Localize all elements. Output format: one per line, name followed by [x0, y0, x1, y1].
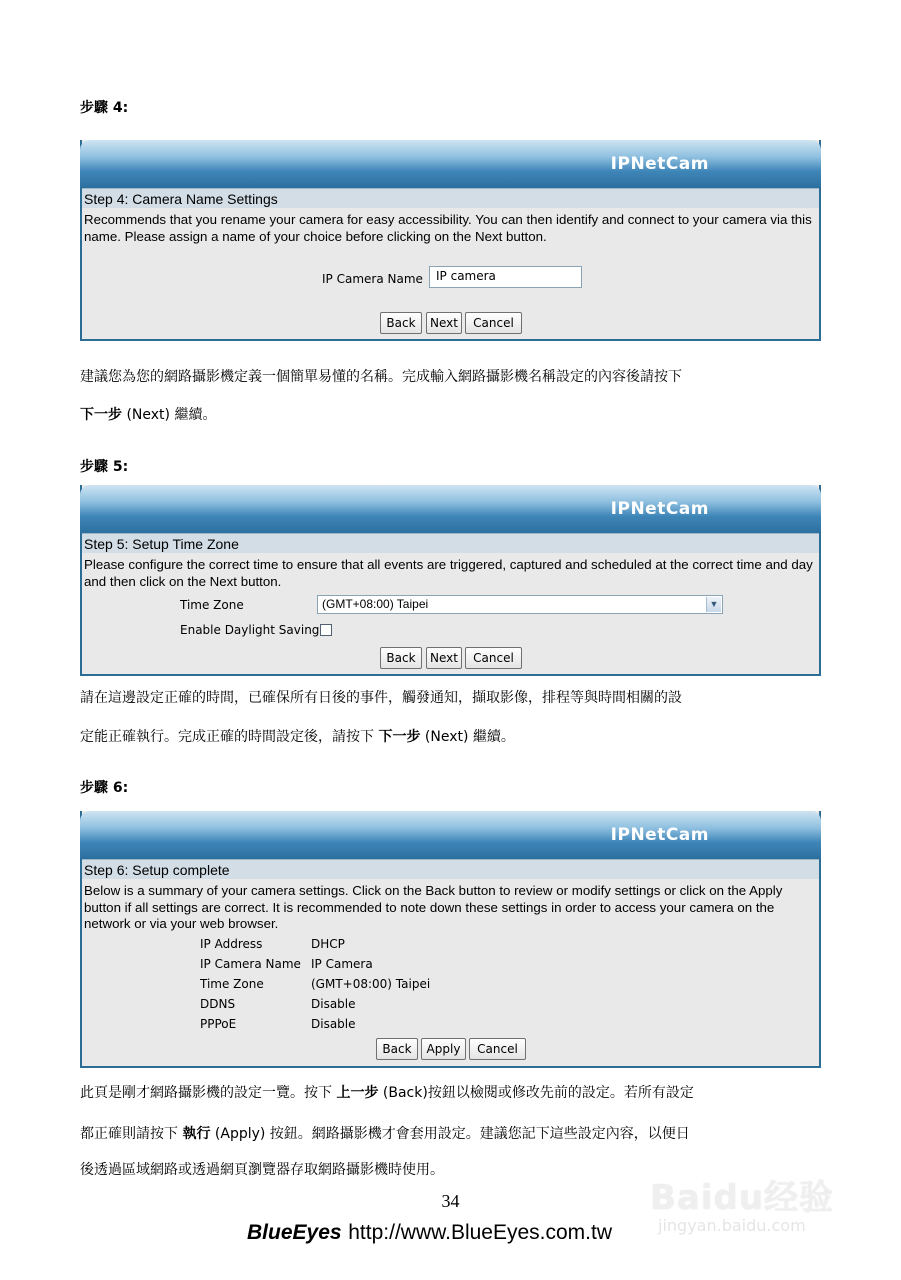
- next-emphasis: 下一步: [378, 729, 421, 745]
- step6-title: Step 6: Setup complete: [82, 859, 819, 879]
- summary-label: IP Address: [200, 937, 263, 951]
- time-zone-value: (GMT+08:00) Taipei: [322, 597, 429, 611]
- time-zone-label: Time Zone: [180, 598, 244, 612]
- step6-heading: 步驟 6:: [80, 780, 129, 796]
- summary-label: IP Camera Name: [200, 957, 301, 971]
- back-emphasis: 上一步: [336, 1085, 379, 1101]
- summary-value: (GMT+08:00) Taipei: [311, 977, 431, 991]
- next-button[interactable]: Next: [426, 312, 462, 334]
- cancel-button[interactable]: Cancel: [469, 1038, 526, 1060]
- step6-description: Below is a summary of your camera settings. Click on the Back button to review or modify settings or click on the Apply button if all settings are correct. It is recommended to note down these settings in order to access your camera on the network or via your web browser.: [84, 883, 783, 931]
- summary-label: DDNS: [200, 997, 236, 1011]
- ip-camera-name-input[interactable]: IP camera: [429, 266, 582, 288]
- step4-title: Step 4: Camera Name Settings: [82, 188, 819, 208]
- step6-panel: [80, 811, 821, 1068]
- step6-paragraph-line1: [80, 1084, 694, 1102]
- cancel-button[interactable]: Cancel: [465, 312, 522, 334]
- page-number: 34: [441, 1191, 460, 1211]
- apply-button[interactable]: Apply: [421, 1038, 466, 1060]
- step6-paragraph-line3: 後透過區域網路或透過網頁瀏覽器存取網路攝影機時使用。: [80, 1162, 444, 1178]
- step5-title: Step 5: Setup Time Zone: [82, 533, 819, 553]
- brand-title: IPNetCam: [610, 154, 709, 174]
- step4-paragraph-line1: 建議您為您的網路攝影機定義一個簡單易懂的名稱。完成輸入網路攝影機名稱設定的內容後請按下: [80, 369, 682, 385]
- summary-value: DHCP: [311, 937, 345, 951]
- ip-camera-name-label: IP Camera Name: [322, 272, 423, 286]
- footer-url[interactable]: http://www.BlueEyes.com.tw: [348, 1221, 613, 1244]
- step5-panel: [80, 485, 821, 676]
- step4-panel: [80, 140, 821, 341]
- back-button[interactable]: Back: [376, 1038, 418, 1060]
- step4-heading: 步驟 4:: [80, 100, 129, 116]
- next-button[interactable]: Next: [426, 647, 462, 669]
- step5-paragraph-start: 定能正確執行。完成正確的時間設定後，請按下: [80, 729, 379, 745]
- step4-paragraph-line2: [80, 406, 216, 424]
- cancel-button[interactable]: Cancel: [465, 647, 522, 669]
- daylight-saving-label: Enable Daylight Saving: [180, 623, 320, 637]
- next-emphasis: 下一步: [80, 407, 122, 423]
- panel-header: [80, 485, 821, 533]
- daylight-saving-checkbox[interactable]: [320, 624, 332, 636]
- step4-description: Recommends that you rename your camera for easy accessibility. You can then identify and connect to your camera via this name. Please assign a name of your choice before clicking on the Next button.: [84, 212, 812, 244]
- time-zone-select[interactable]: [317, 595, 723, 614]
- step5-paragraph-rest: (Next) 繼續。: [420, 729, 515, 745]
- panel-header: [80, 811, 821, 859]
- step6-paragraph-start: 都正確則請按下: [80, 1126, 183, 1142]
- apply-emphasis: 執行: [182, 1126, 211, 1142]
- step4-paragraph-rest: (Next) 繼續。: [122, 407, 217, 423]
- back-button[interactable]: Back: [380, 647, 422, 669]
- chevron-down-icon[interactable]: ▼: [706, 597, 721, 612]
- step5-paragraph-line1: 請在這邊設定正確的時間，已確保所有日後的事件，觸發通知，擷取影像，排程等與時間相關的設: [80, 690, 682, 706]
- brand-title: IPNetCam: [610, 499, 709, 519]
- watermark-sub: jingyan.baidu.com: [658, 1216, 806, 1235]
- summary-value: Disable: [311, 1017, 356, 1031]
- summary-value: Disable: [311, 997, 356, 1011]
- step6-paragraph-start: 此頁是剛才網路攝影機的設定一覽。按下: [80, 1085, 337, 1101]
- brand-title: IPNetCam: [610, 825, 709, 845]
- summary-value: IP Camera: [311, 957, 373, 971]
- footer: [247, 1220, 612, 1245]
- step6-paragraph-rest: (Back)按鈕以檢閱或修改先前的設定。若所有設定: [378, 1085, 694, 1101]
- panel-header: [80, 140, 821, 188]
- back-button[interactable]: Back: [380, 312, 422, 334]
- watermark-main: Baidu经验: [650, 1178, 835, 1218]
- step5-description: Please configure the correct time to ensure that all events are triggered, captured and scheduled at the correct time and day and then click on the Next button.: [84, 557, 813, 589]
- summary-label: Time Zone: [200, 977, 264, 991]
- summary-label: PPPoE: [200, 1017, 237, 1031]
- footer-logo: BlueEyes: [247, 1221, 342, 1244]
- step5-paragraph-line2: [80, 728, 515, 746]
- step6-paragraph-line2: [80, 1125, 690, 1143]
- step5-heading: 步驟 5:: [80, 459, 129, 475]
- step6-paragraph-rest: (Apply) 按鈕。網路攝影機才會套用設定。建議您記下這些設定內容，以便日: [210, 1126, 690, 1142]
